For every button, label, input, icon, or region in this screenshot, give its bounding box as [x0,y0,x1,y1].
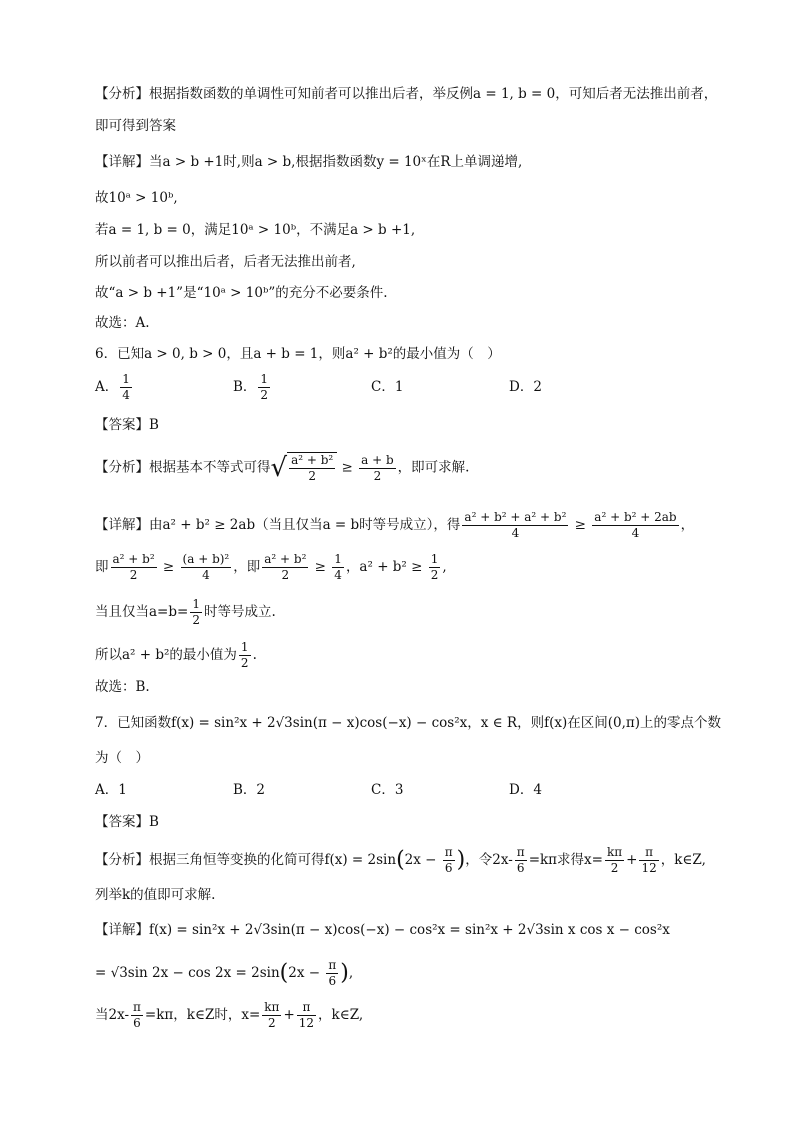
analysis-line-2: 即可得到答案 [95,118,176,134]
detail-line-1: 【详解】当a > b +1时,则a > b,根据指数函数y = 10ˣ在R上单调递增, [95,154,523,170]
detail-line-3: 若a = 1, b = 0，满足10ᵃ > 10ᵇ，不满足a > b +1, [95,222,416,238]
option-b: B． $\frac{1}{2}$ [233,372,269,402]
question-6-options [95,372,647,403]
detail-7-line-2: = √3sin 2x − cos 2x = 2sin(2x − $\frac{\pi}{6}$ ), [95,958,354,988]
answer-6: 【答案】B [95,417,159,433]
question-7-line-1: 7．已知函数f(x) = sin²x + 2√3sin(π − x)cos(−x) − cos²x，x ∈ R，则f(x)在区间(0,π)上的零点个数 [95,715,722,731]
option-a: A．1 [95,782,127,798]
detail-6-line-2: 即 $\frac{\text{a² + b²}}{2}$ ≥ $\frac{\text{(a + b)²}}{4}$ ，即 $\frac{\text{a² + b²}}{2}$ ≥ $\frac{1}{4}$ ，a² + b² ≥ $\frac{1}{2}$ , [95,552,447,582]
analysis-7-line-1: 【分析】根据三角恒等变换的化简可得f(x) = 2sin(2x − $\frac{\pi}{6}$ )，令2x- $\frac{\pi}{6}$ =kπ求得x= $\frac{k\pi}{2}$ + $\frac{\pi}{12}$ ，k∈Z, [95,845,706,875]
option-d: D．4 [509,782,542,798]
detail-line-2: 故10ᵃ > 10ᵇ, [95,190,178,206]
detail-line-5: 故“a > b +1”是“10ᵃ > 10ᵇ”的充分不必要条件. [95,285,388,301]
analysis-6: 【分析】根据基本不等式可得√ $\frac{\text{a² + b²}}{2}$ ≥ $\frac{a + b}{2}$ ，即可求解. [95,452,470,483]
analysis-line-1: 【分析】根据指数函数的单调性可知前者可以推出后者，举反例a = 1, b = 0，可知后者无法推出前者， [95,86,718,102]
detail-6-line-3: 当且仅当a=b= $\frac{1}{2}$ 时等号成立. [95,597,276,627]
detail-6-line-1: 【详解】由a² + b² ≥ 2ab（当且仅当a = b时等号成立），得 $\frac{\text{a² + b² + a² + b²}}{4}$ ≥ $\frac{\text{a² + b² + 2ab}}{4}$ ， [95,510,695,540]
question-6: 6．已知a > 0, b > 0，且a + b = 1，则a² + b²的最小值为（ ） [95,346,501,362]
answer-select-6: 故选：B. [95,679,150,695]
option-b: B．2 [233,782,266,798]
answer-7: 【答案】B [95,814,159,830]
option-c: C．3 [371,782,404,798]
detail-7-line-1: 【详解】f(x) = sin²x + 2√3sin(π − x)cos(−x) − cos²x = sin²x + 2√3sin x cos x − cos²x [95,922,670,938]
question-7-options [95,780,647,800]
option-d: D．2 [509,379,542,395]
detail-7-line-3: 当2x- $\frac{\pi}{6}$ =kπ，k∈Z时，x= $\frac{k\pi}{2}$ + $\frac{\pi}{12}$ ，k∈Z, [95,1000,364,1030]
option-a: A． $\frac{1}{4}$ [95,372,130,402]
detail-line-4: 所以前者可以推出后者，后者无法推出前者, [95,254,356,270]
question-7-line-2: 为（ ） [95,750,149,766]
detail-6-line-4: 所以a² + b²的最小值为 $\frac{1}{2}$ . [95,640,257,670]
answer-select-5: 故选：A. [95,315,150,331]
analysis-7-line-2: 列举k的值即可求解. [95,887,216,903]
option-c: C．1 [371,379,404,395]
